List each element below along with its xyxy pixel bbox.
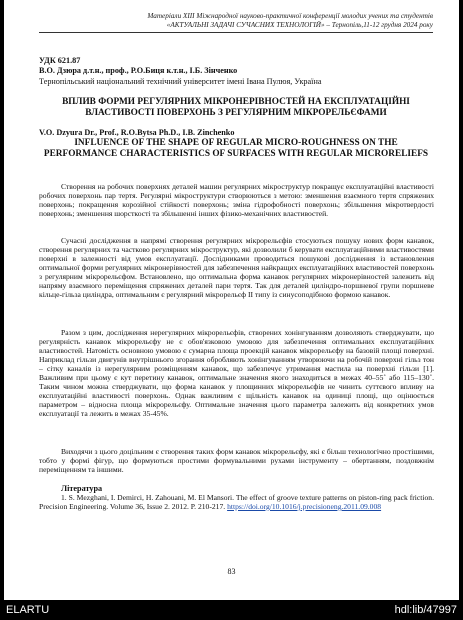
document-page bbox=[4, 0, 459, 600]
reference-text: S. Mezghani, I. Demirci, H. Zahouani, M. El Mansori. The effect of groove texture patterns on piston-ring pack friction. Precision Engineering. Volume 36, Issue 2. 2012. P. 210-217. bbox=[39, 493, 434, 511]
udk-code: УДК 621.87 bbox=[39, 56, 81, 65]
conference-header-line-1: Матеріали XIII Міжнародної науково-практичної конференції молодих учених та студентів bbox=[147, 12, 433, 20]
paragraph-3: Разом з цим, дослідження нерегулярних мікрорельєфів, створених хонінгуванням дозволяють стверджувати, що регулярність канавок мікрорельєфу не є обов'язковою умовою для забезпечення оптимальних експлуатаційних властивостей. Натомість основною умовою є сумарна площа проекцій канавок мікрорельєфу на базовій площі поверхні. Наприклад гільзи двигунів внутрішнього згорання обробляють хонінгуванням утворюючи на робочій поверхні гільз тон – сітку каналів із нерегулярним розміщенням канавок, що забезпечує утримання мастила на поверхні гільзи [1]. Важливим при цьому є кут перетину канавок, оптимальне значення якого знаходиться в межах 40–55˚ або 115–130˚. Таким чином можна стверджувати, що форма канавок у площинних мікрорельєфів не чинить суттєвого впливу на експлуатаційні властивості поверхонь. Однак важливим є щільність канавок на одиниці площі, що оцінюється параметром – відносна площа мікрорельєфу. Оптимальне значення цього параметра залежить від конкретних умов експлуатації та лежить в межах 35-45%. bbox=[39, 328, 434, 418]
authors-ua: В.О. Дзюра д.т.н., проф., Р.О.Биця к.т.н., І.Б. Зінченко bbox=[39, 66, 238, 75]
reference-doi-link[interactable]: https://doi.org/10.1016/j.precisioneng.2011.09.008 bbox=[227, 501, 382, 511]
page-number: 83 bbox=[227, 567, 236, 576]
literature-heading: Література bbox=[61, 484, 103, 493]
footer-repository-name: ELARTU bbox=[6, 604, 50, 616]
header-rule bbox=[39, 32, 433, 33]
reference-1 bbox=[39, 494, 434, 512]
title-en: INFLUENCE OF THE SHAPE OF REGULAR MICRO-ROUGHNESS ON THE PERFORMANCE CHARACTERISTICS OF SURFACES WITH REGULAR MICRORELIEFS bbox=[43, 138, 429, 159]
conference-header-line-2: «АКТУАЛЬНІ ЗАДАЧІ СУЧАСНИХ ТЕХНОЛОГІЙ» – Тернопіль,11-12 грудня 2024 року bbox=[166, 21, 433, 29]
paragraph-4: Виходячи з цього доцільним є створення таких форм канавок мікрорельєфу, які є більш технологічно простішими, тобто у формі фігур, що формуються простими формувальними рухами інструменту – обертанням, поздовжнім переміщенням та іншими. bbox=[39, 447, 434, 474]
paragraph-1: Створення на робочих поверхнях деталей машин регулярних мікроструктур покращує експлуатаційні властивості робочих поверхонь пар тертя. Регулярні мікроструктури створюються з метою: зменшення взаємного тертя спряжених поверхонь; покращення корозійної стійкості поверхонь; зміна гідрофобності поверхонь; збільшення мікротвердості поверхонь; зменшення шорсткості та збільшенні інших фізико-механічних властивостей. bbox=[39, 182, 434, 218]
reference-number: 1. bbox=[61, 493, 67, 502]
repository-footer bbox=[0, 600, 463, 620]
affiliation: Тернопільський національний технічний університет імені Івана Пулюя, Україна bbox=[39, 77, 322, 86]
title-ua: ВПЛИВ ФОРМИ РЕГУЛЯРНИХ МІКРОНЕРІВНОСТЕЙ НА ЕКСПЛУАТАЦІЙНІ ВЛАСТИВОСТІ ПОВЕРХОНЬ З РЕГУЛЯРНИМ МІКРОРЕЛЬЄФАМИ bbox=[62, 97, 410, 118]
authors-en: V.O. Dzyura Dr., Prof., R.O.Bytsa Ph.D., I.B. Zinchenko bbox=[39, 128, 235, 137]
paragraph-2: Сучасні дослідження в напрямі створення регулярних мікрорельєфів стосуються пошуку нових форм канавок, створення регулярних та частково регулярних мікроструктур, які дозволили б керувати експлуатаційними властивостями поверхні в залежності від умов експлуатації. Дослідниками проводиться пошукові дослідження із встановлення оптимальної форми регулярних мікронерівностей для забезпечення найкращих експлуатаційних властивостей поверхонь з регулярним мікрорельєфом. Встановлено, що оптимальна форма канавок регулярних мікронерівностей залежить від напряму взаємного переміщення спряжених деталей пари тертя. Так для деталей циліндро-поршневої групи поршневе кільце-гільза циліндра, оптимальним є регулярний мікрорельєф II типу із синусоподібною формою канавок. bbox=[39, 236, 434, 299]
footer-handle: hdl:lib/47997 bbox=[394, 604, 457, 616]
